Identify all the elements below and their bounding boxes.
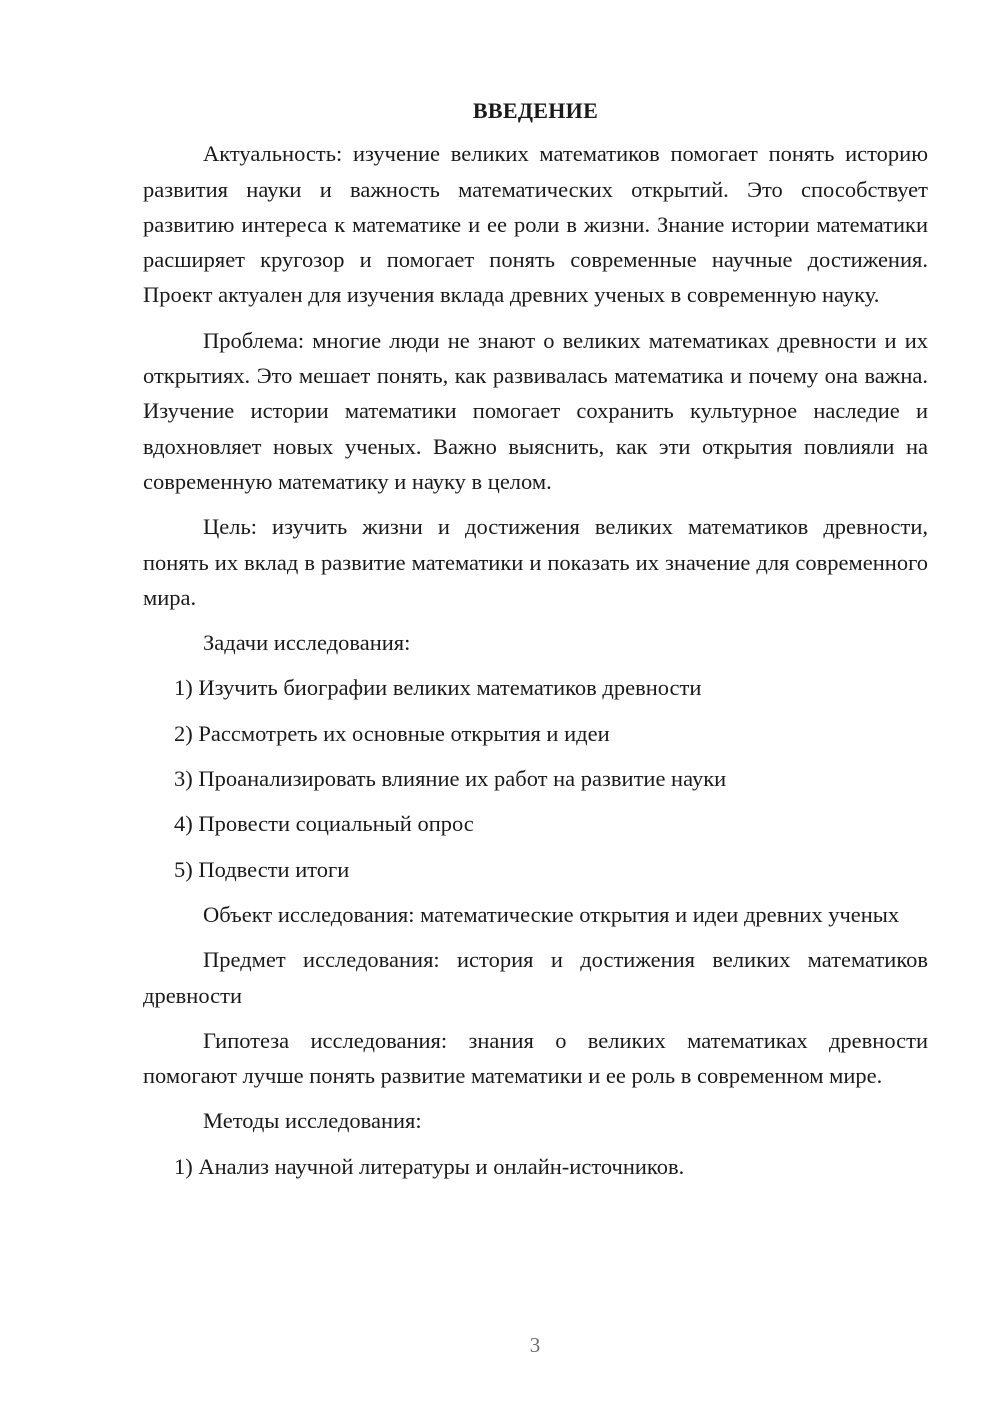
- subject-paragraph: Предмет исследования: история и достижения великих математиков древности: [143, 947, 928, 1008]
- hypothesis-paragraph: Гипотеза исследования: знания о великих математиках древности помогают лучше понять развитие математики и ее роль в современном мире.: [143, 1027, 928, 1089]
- list-item: 5) Подвести итоги: [174, 856, 350, 882]
- relevance-paragraph: Актуальность: изучение великих математиков помогает понять историю развития науки и важность математических открытий. Это способствует развитию интереса к математике и ее роли в жизни. Знание истории математики расширяет кругозор и помогает понять современные научные достижения. Проект актуален для изучения вклада древних ученых в современную науку.: [143, 141, 928, 308]
- methods-label: Методы исследования:: [203, 1108, 422, 1134]
- page-title: ВВЕДЕНИЕ: [472, 98, 599, 123]
- tasks-label: Задачи исследования:: [203, 630, 411, 656]
- list-item: 3) Проанализировать влияние их работ на развитие науки: [174, 766, 727, 792]
- goal-paragraph: Цель: изучить жизни и достижения великих математиков древности, понять их вклад в развитие математики и показать их значение для современного мира.: [143, 514, 928, 610]
- page-number: 3: [529, 1333, 541, 1357]
- list-item: 4) Провести социальный опрос: [174, 811, 474, 837]
- list-item: 1) Анализ научной литературы и онлайн-источников.: [174, 1153, 685, 1179]
- page-content: [143, 93, 928, 1194]
- problem-paragraph: Проблема: многие люди не знают о великих математиках древности и их открытиях. Это мешает понять, как развивалась математика и почему она важна. Изучение истории математики помогает сохранить культурное наследие и вдохновляет новых ученых. Важно выяснить, как эти открытия повлияли на современную математику и науку в целом.: [143, 327, 928, 494]
- methods-list: [143, 1149, 928, 1184]
- list-item: 1) Изучить биографии великих математиков древности: [174, 675, 702, 701]
- list-item: 2) Рассмотреть их основные открытия и идеи: [174, 720, 610, 746]
- object-paragraph: Объект исследования: математические открытия и идеи древних ученых: [203, 901, 900, 927]
- tasks-list: [143, 670, 928, 886]
